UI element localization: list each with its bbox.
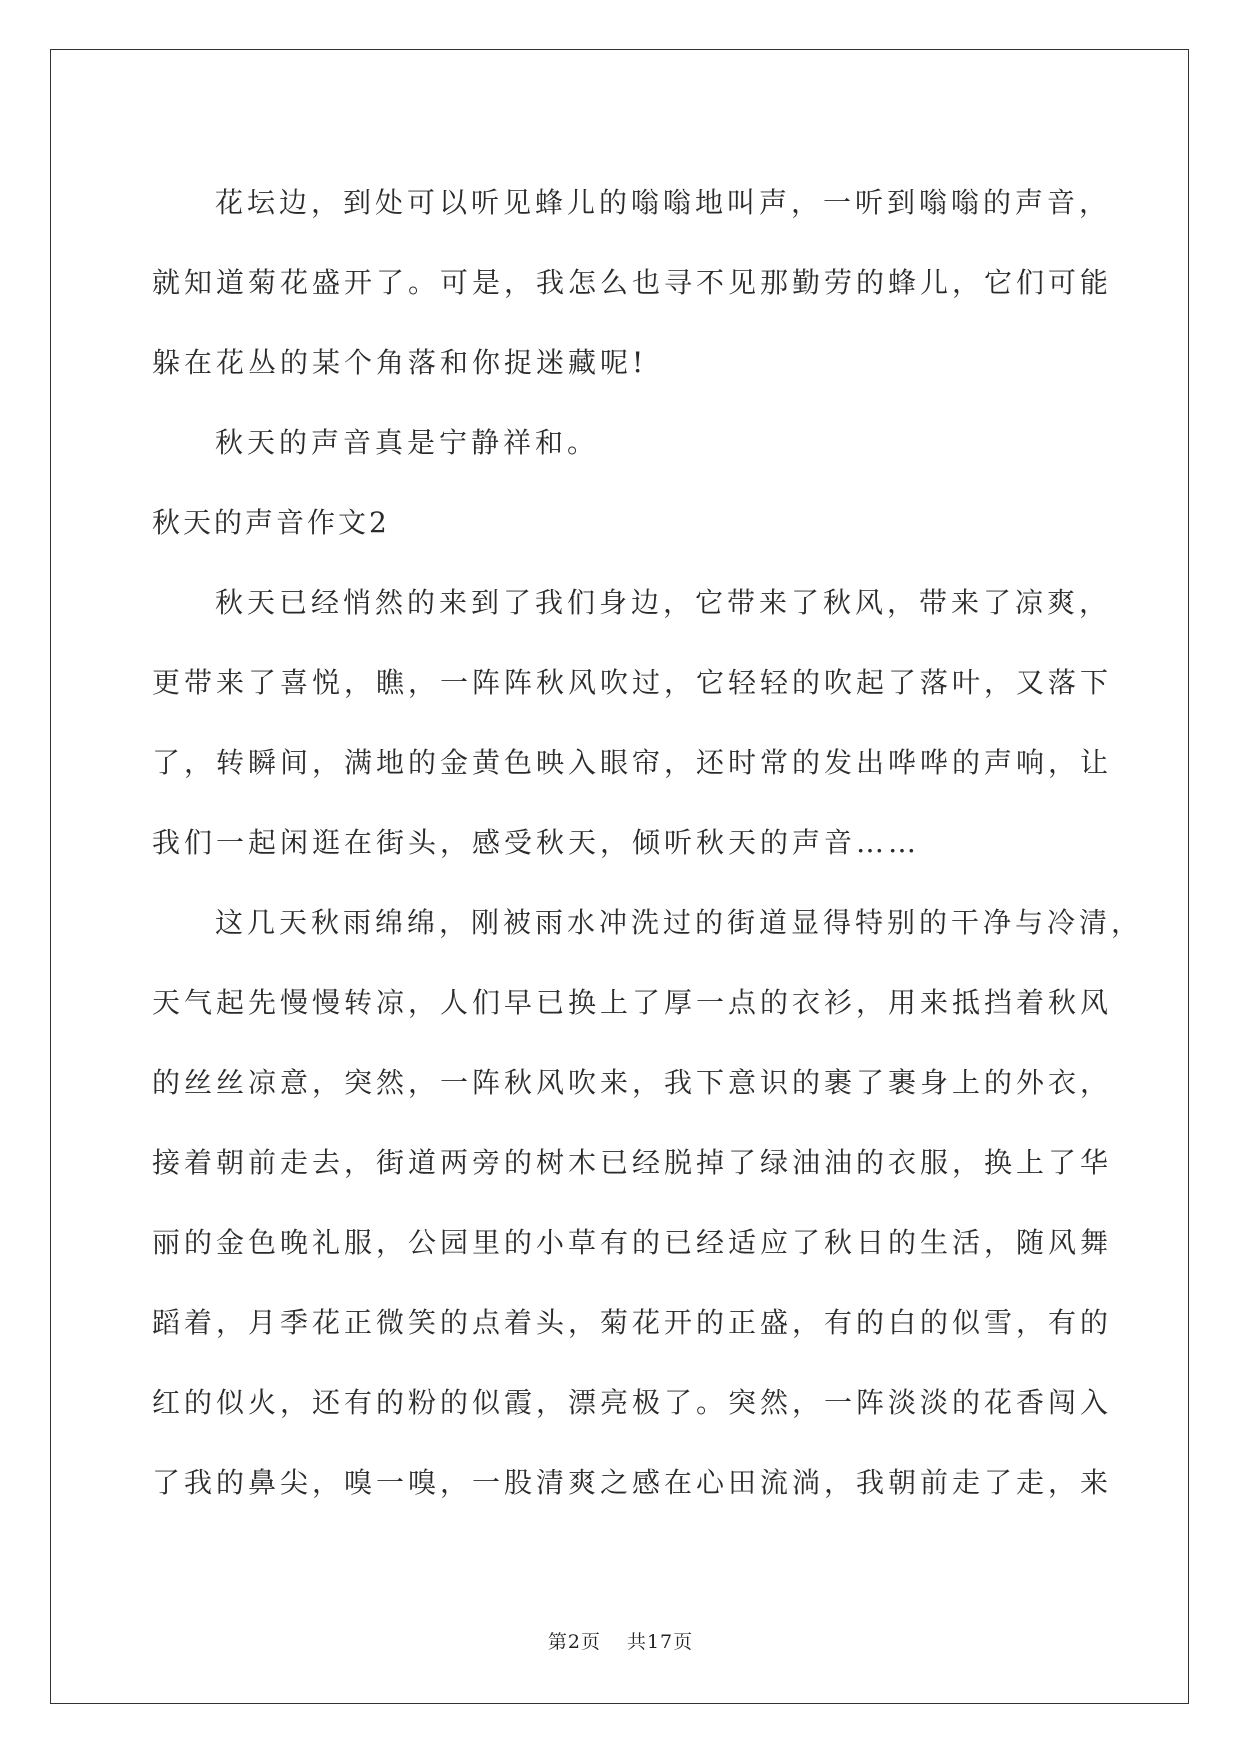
- paragraph-line: 了我的鼻尖，嗅一嗅，一股清爽之感在心田流淌，我朝前走了走，来: [152, 1466, 1113, 1499]
- paragraph-line: 就知道菊花盛开了。可是，我怎么也寻不见那勤劳的蜂儿，它们可能: [152, 266, 1113, 299]
- page-number: 第2页: [547, 1631, 601, 1653]
- paragraph-line: 秋天已经悄然的来到了我们身边，它带来了秋风，带来了凉爽，: [215, 586, 1112, 619]
- page-total: 共17页: [626, 1631, 694, 1653]
- paragraph-line: 花坛边，到处可以听见蜂儿的嗡嗡地叫声，一听到嗡嗡的声音，: [215, 186, 1112, 219]
- document-body: [152, 163, 1144, 1523]
- paragraph-line: 了，转瞬间，满地的金黄色映入眼帘，还时常的发出哗哗的声响，让: [152, 746, 1113, 779]
- paragraph-line: 天气起先慢慢转凉，人们早已换上了厚一点的衣衫，用来抵挡着秋风: [152, 986, 1113, 1019]
- paragraph-line: 丽的金色晚礼服，公园里的小草有的已经适应了秋日的生活，随风舞: [152, 1226, 1113, 1259]
- section-heading: 秋天的声音作文2: [152, 506, 390, 539]
- paragraph-line: 我们一起闲逛在街头，感受秋天，倾听秋天的声音……: [152, 826, 921, 859]
- paragraph-line: 蹈着，月季花正微笑的点着头，菊花开的正盛，有的白的似雪，有的: [152, 1306, 1113, 1339]
- page-footer: [0, 1627, 1241, 1654]
- paragraph-line: 接着朝前走去，街道两旁的树木已经脱掉了绿油油的衣服，换上了华: [152, 1146, 1113, 1179]
- paragraph-line: 躲在花丛的某个角落和你捉迷藏呢!: [152, 346, 648, 379]
- paragraph-line: 红的似火，还有的粉的似霞，漂亮极了。突然，一阵淡淡的花香闯入: [152, 1386, 1113, 1419]
- paragraph-line: 这几天秋雨绵绵，刚被雨水冲洗过的街道显得特别的干净与冷清，: [215, 906, 1144, 939]
- paragraph-line: 的丝丝凉意，突然，一阵秋风吹来，我下意识的裹了裹身上的外衣，: [152, 1066, 1113, 1099]
- paragraph-line: 更带来了喜悦，瞧，一阵阵秋风吹过，它轻轻的吹起了落叶，又落下: [152, 666, 1113, 699]
- paragraph-line: 秋天的声音真是宁静祥和。: [215, 426, 600, 459]
